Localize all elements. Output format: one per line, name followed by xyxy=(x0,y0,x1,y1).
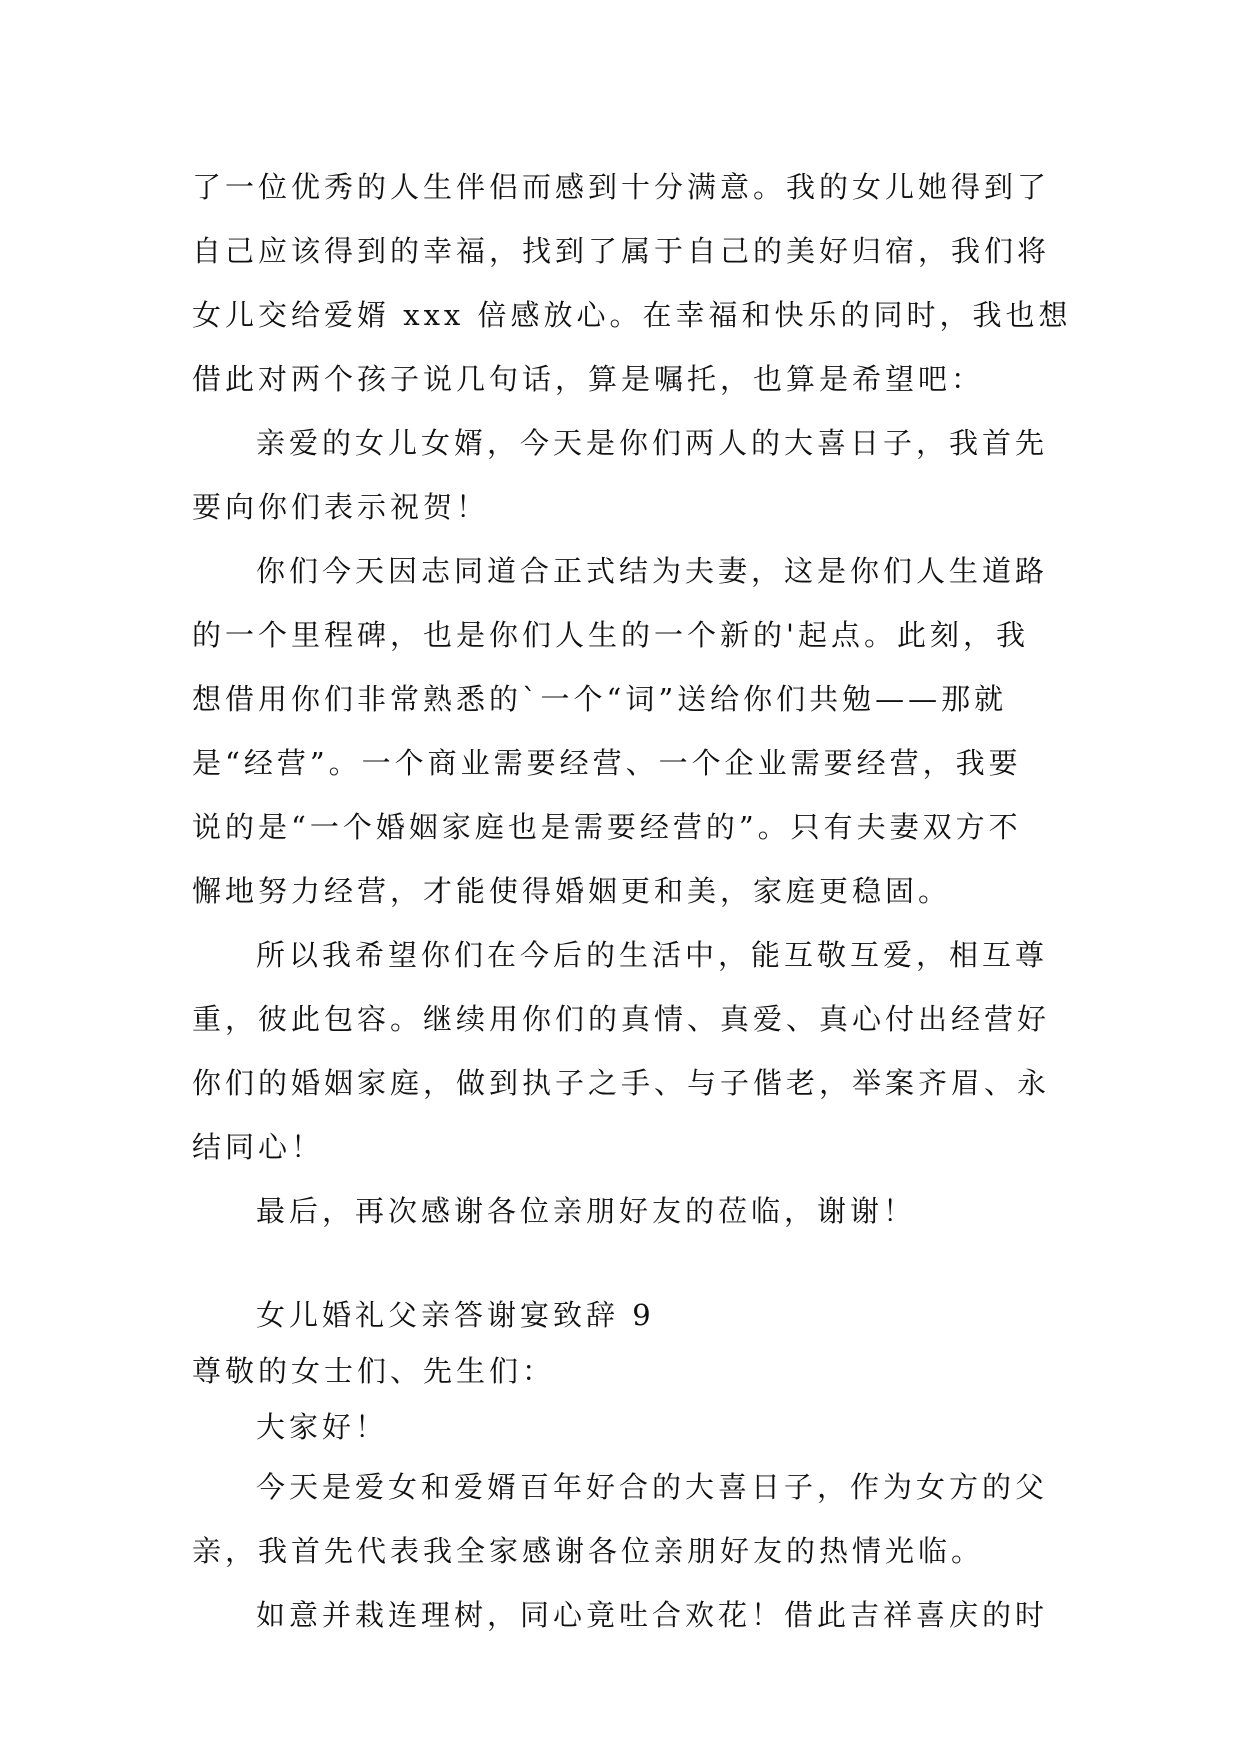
greeting: 大家好！ xyxy=(256,1410,389,1444)
text-line: 如意并栽连理树，同心竟吐合欢花！借此吉祥喜庆的时 xyxy=(256,1598,1049,1632)
text-line: 亲爱的女儿女婿，今天是你们两人的大喜日子，我首先 xyxy=(256,426,1049,460)
document-page xyxy=(192,155,1072,1647)
text-line: 的一个里程碑，也是你们人生的一个新的'起点。此刻，我 xyxy=(192,618,1029,652)
text-line: 自己应该得到的幸福，找到了属于自己的美好归宿，我们将 xyxy=(192,234,1051,268)
text-line: 今天是爱女和爱婿百年好合的大喜日子，作为女方的父 xyxy=(256,1470,1049,1504)
text-line: 最后，再次感谢各位亲朋好友的莅临，谢谢！ xyxy=(256,1194,917,1228)
paragraph xyxy=(192,1455,1050,1583)
paragraph xyxy=(192,155,1072,411)
text-line: 重，彼此包容。继续用你们的真情、真爱、真心付出经营好 xyxy=(192,1002,1051,1036)
text-line: 女儿交给爱婿 xxx 倍感放心。在幸福和快乐的同时，我也想 xyxy=(192,298,1072,332)
text-line: 懈地努力经营，才能使得婚姻更和美，家庭更稳固。 xyxy=(192,874,952,908)
text-line: 说的是“一个婚姻家庭也是需要经营的”。只有夫妻双方不 xyxy=(192,810,1022,844)
section-gap xyxy=(192,1243,1050,1287)
salutation: 尊敬的女士们、先生们： xyxy=(192,1354,556,1388)
text-line: 你们今天因志同道合正式结为夫妻，这是你们人生道路 xyxy=(256,554,1049,588)
paragraph xyxy=(192,923,1050,1179)
text-line: 亲，我首先代表我全家感谢各位亲朋好友的热情光临。 xyxy=(192,1534,985,1568)
section-title: 女儿婚礼父亲答谢宴致辞 9 xyxy=(256,1298,655,1332)
text-line: 想借用你们非常熟悉的`一个“词”送给你们共勉——那就 xyxy=(192,682,1008,716)
text-line: 你们的婚姻家庭，做到执子之手、与子偕老，举案齐眉、永 xyxy=(192,1066,1051,1100)
text-line: 借此对两个孩子说几句话，算是嘱托，也算是希望吧： xyxy=(192,362,985,396)
text-line: 结同心！ xyxy=(192,1130,325,1164)
paragraph xyxy=(192,1179,1050,1243)
section xyxy=(192,1287,1050,1455)
paragraph xyxy=(192,1583,1050,1647)
text-line: 所以我希望你们在今后的生活中，能互敬互爱，相互尊 xyxy=(256,938,1049,972)
text-line: 了一位优秀的人生伴侣而感到十分满意。我的女儿她得到了 xyxy=(192,170,1051,204)
text-line: 是“经营”。一个商业需要经营、一个企业需要经营，我要 xyxy=(192,746,1022,780)
text-line: 要向你们表示祝贺！ xyxy=(192,490,490,524)
paragraph xyxy=(192,539,1050,923)
paragraph xyxy=(192,411,1050,539)
